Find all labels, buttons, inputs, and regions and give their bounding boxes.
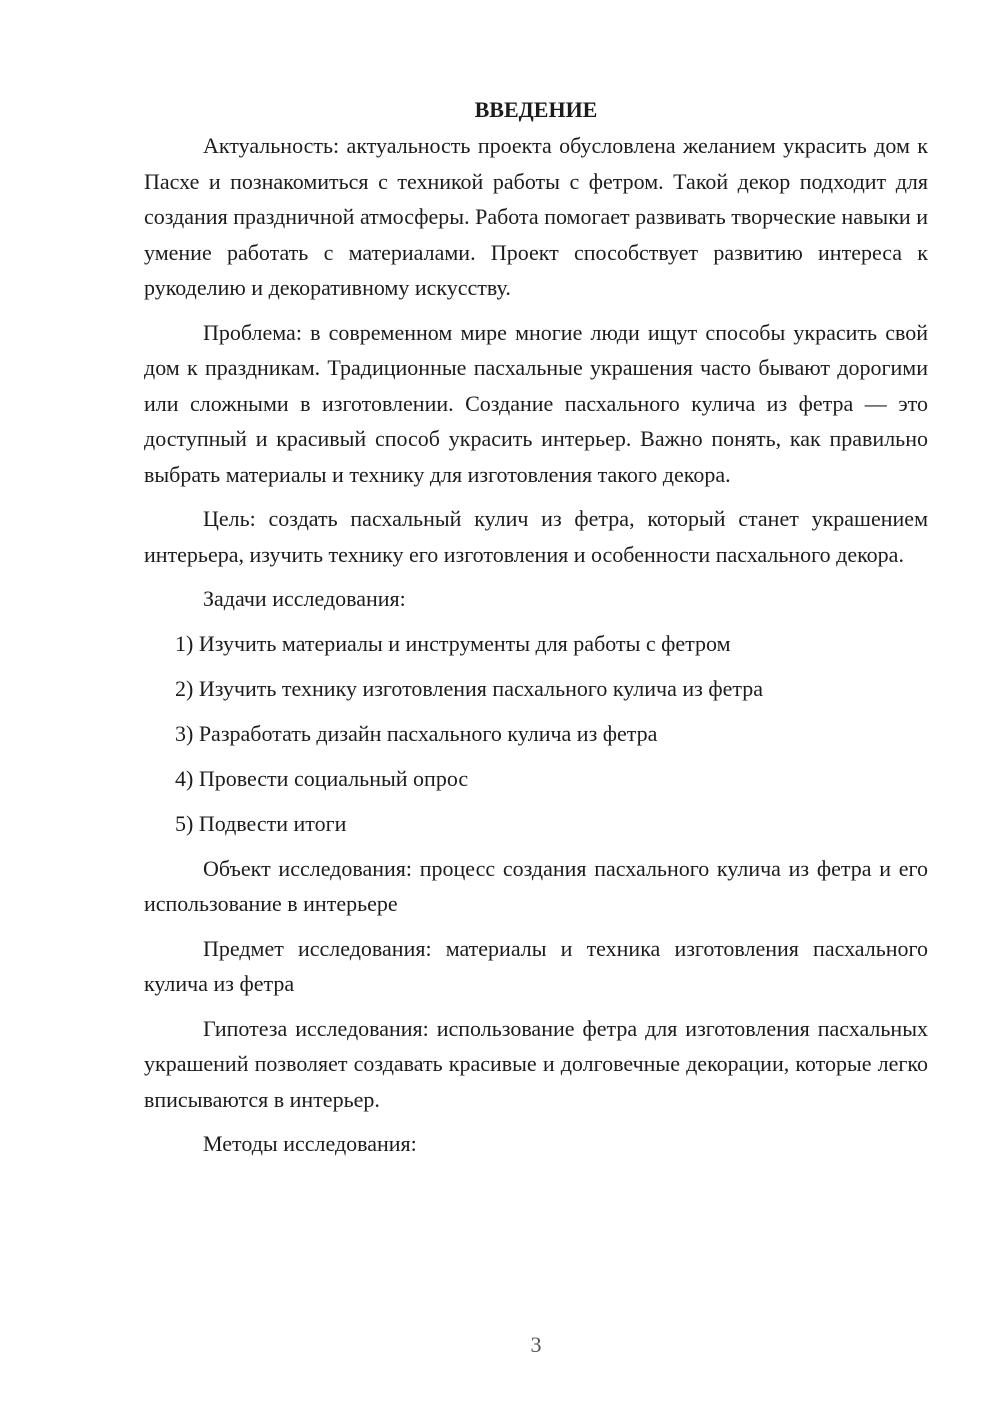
goal-paragraph: Цель: создать пасхальный кулич из фетра, который станет украшением интерьера, изучить технику его изготовления и особенности пасхального декора.: [144, 506, 928, 567]
object-paragraph: Объект исследования: процесс создания пасхального кулича из фетра и его использование в интерьере: [144, 855, 928, 916]
hypothesis-paragraph: Гипотеза исследования: использование фетра для изготовления пасхальных украшений позволяет создавать красивые и долговечные декорации, которые легко вписываются в интерьер.: [144, 1015, 928, 1112]
list-item: 2) Изучить технику изготовления пасхального кулича из фетра: [175, 675, 763, 701]
list-item: 5) Подвести итоги: [175, 810, 347, 836]
methods-label: Методы исследования:: [203, 1131, 417, 1156]
problem-paragraph: Проблема: в современном мире многие люди ищут способы украсить свой дом к праздникам. Традиционные пасхальные украшения часто бывают дорогими или сложными в изготовлении. Создание пасхального кулича из фетра — это доступный и красивый способ украсить интерьер. Важно понять, как правильно выбрать материалы и технику для изготовления такого декора.: [144, 319, 928, 487]
list-item: 1) Изучить материалы и инструменты для работы с фетром: [175, 630, 731, 656]
subject-paragraph: Предмет исследования: материалы и техника изготовления пасхального кулича из фетра: [144, 935, 928, 996]
section-heading: ВВЕДЕНИЕ: [474, 97, 598, 122]
page-number: 3: [530, 1332, 542, 1357]
list-item: 3) Разработать дизайн пасхального кулича из фетра: [175, 720, 658, 746]
tasks-label: Задачи исследования:: [203, 586, 406, 611]
tasks-list: [144, 626, 928, 842]
list-item: 4) Провести социальный опрос: [175, 765, 469, 791]
relevance-paragraph: Актуальность: актуальность проекта обусловлена желанием украсить дом к Пасхе и познакомиться с техникой работы с фетром. Такой декор подходит для создания праздничной атмосферы. Работа помогает развивать творческие навыки и умение работать с материалами. Проект способствует развитию интереса к рукоделию и декоративному искусству.: [144, 133, 928, 300]
document-page: [144, 92, 928, 1162]
